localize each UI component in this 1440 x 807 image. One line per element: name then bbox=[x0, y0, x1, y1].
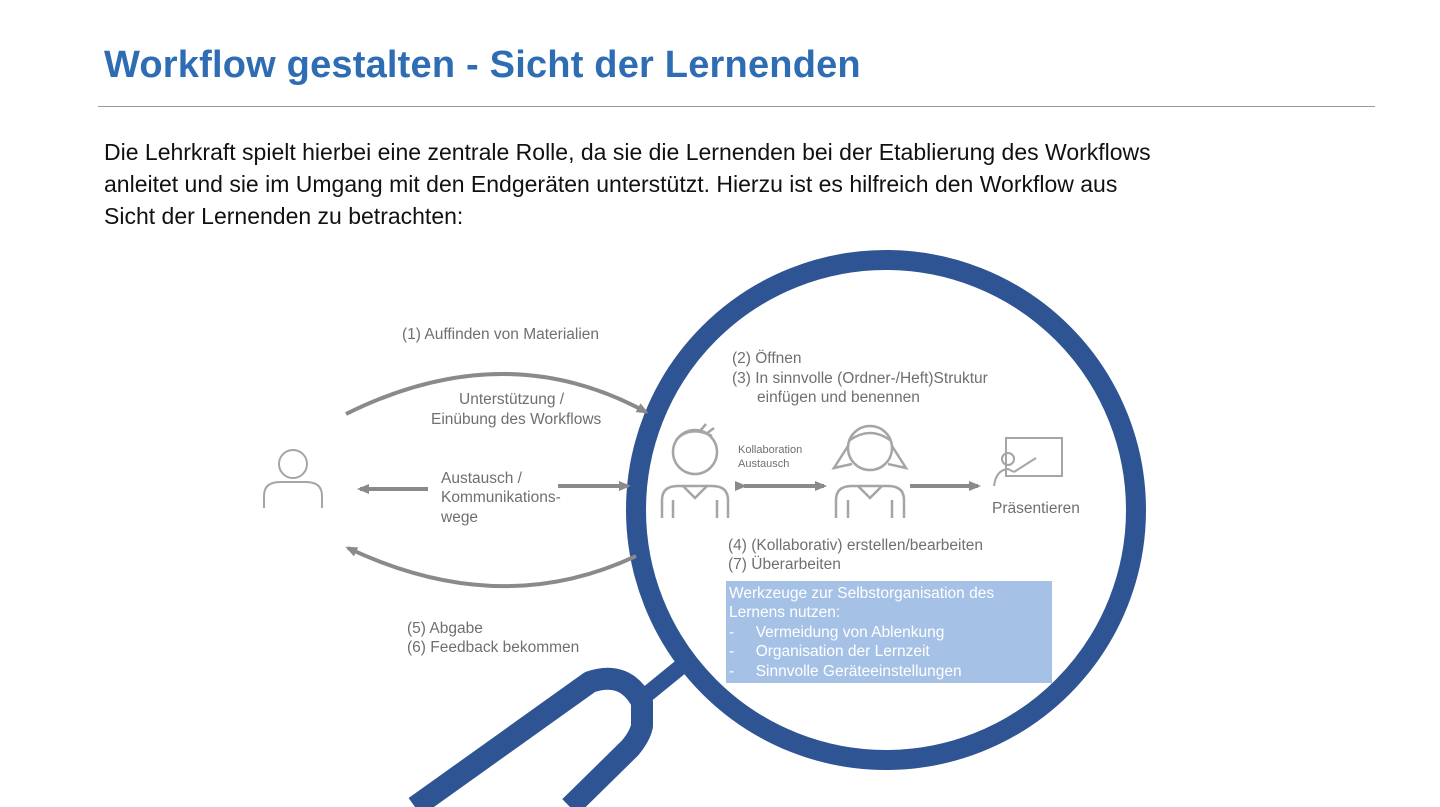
find-materials-label: (1) Auffinden von Materialien bbox=[402, 326, 600, 343]
intro-line: Die Lehrkraft spielt hierbei eine zentrale Rolle, da sie die Lernenden bei der Etablierung des Workflows bbox=[104, 139, 1151, 165]
submit-feedback-label: (5) Abgabe (6) Feedback bekommen bbox=[407, 620, 580, 656]
exchange-label: Austausch / Kommunikations- wege bbox=[441, 470, 561, 526]
create-edit-label: (4) (Kollaborativ) erstellen/bearbeiten (7) Überarbeiten bbox=[728, 537, 984, 573]
arrow-submit-feedback bbox=[348, 548, 636, 586]
tools-box-text: Werkzeuge zur Selbstorganisation des Lernens nutzen: - Vermeidung von Ablenkung - Organisation der Lernzeit - Sinnvolle Geräteeinstellungen bbox=[729, 585, 995, 680]
intro-line: Sicht der Lernenden zu betrachten: bbox=[104, 203, 464, 229]
collaboration-label: Kollaboration Austausch bbox=[738, 444, 803, 470]
present-label: Präsentieren bbox=[992, 500, 1080, 517]
intro-line: anleitet und sie im Umgang mit den Endgeräten unterstützt. Hierzu ist es hilfreich den Workflow aus bbox=[104, 171, 1118, 197]
open-structure-label: (2) Öffnen (3) In sinnvolle (Ordner-/Heft)Struktur einfügen und benennen bbox=[732, 350, 988, 406]
support-label: Unterstützung / Einübung des Workflows bbox=[431, 391, 602, 428]
teacher-person-icon bbox=[264, 450, 322, 508]
slide-title: Workflow gestalten - Sicht der Lernenden bbox=[104, 44, 861, 86]
